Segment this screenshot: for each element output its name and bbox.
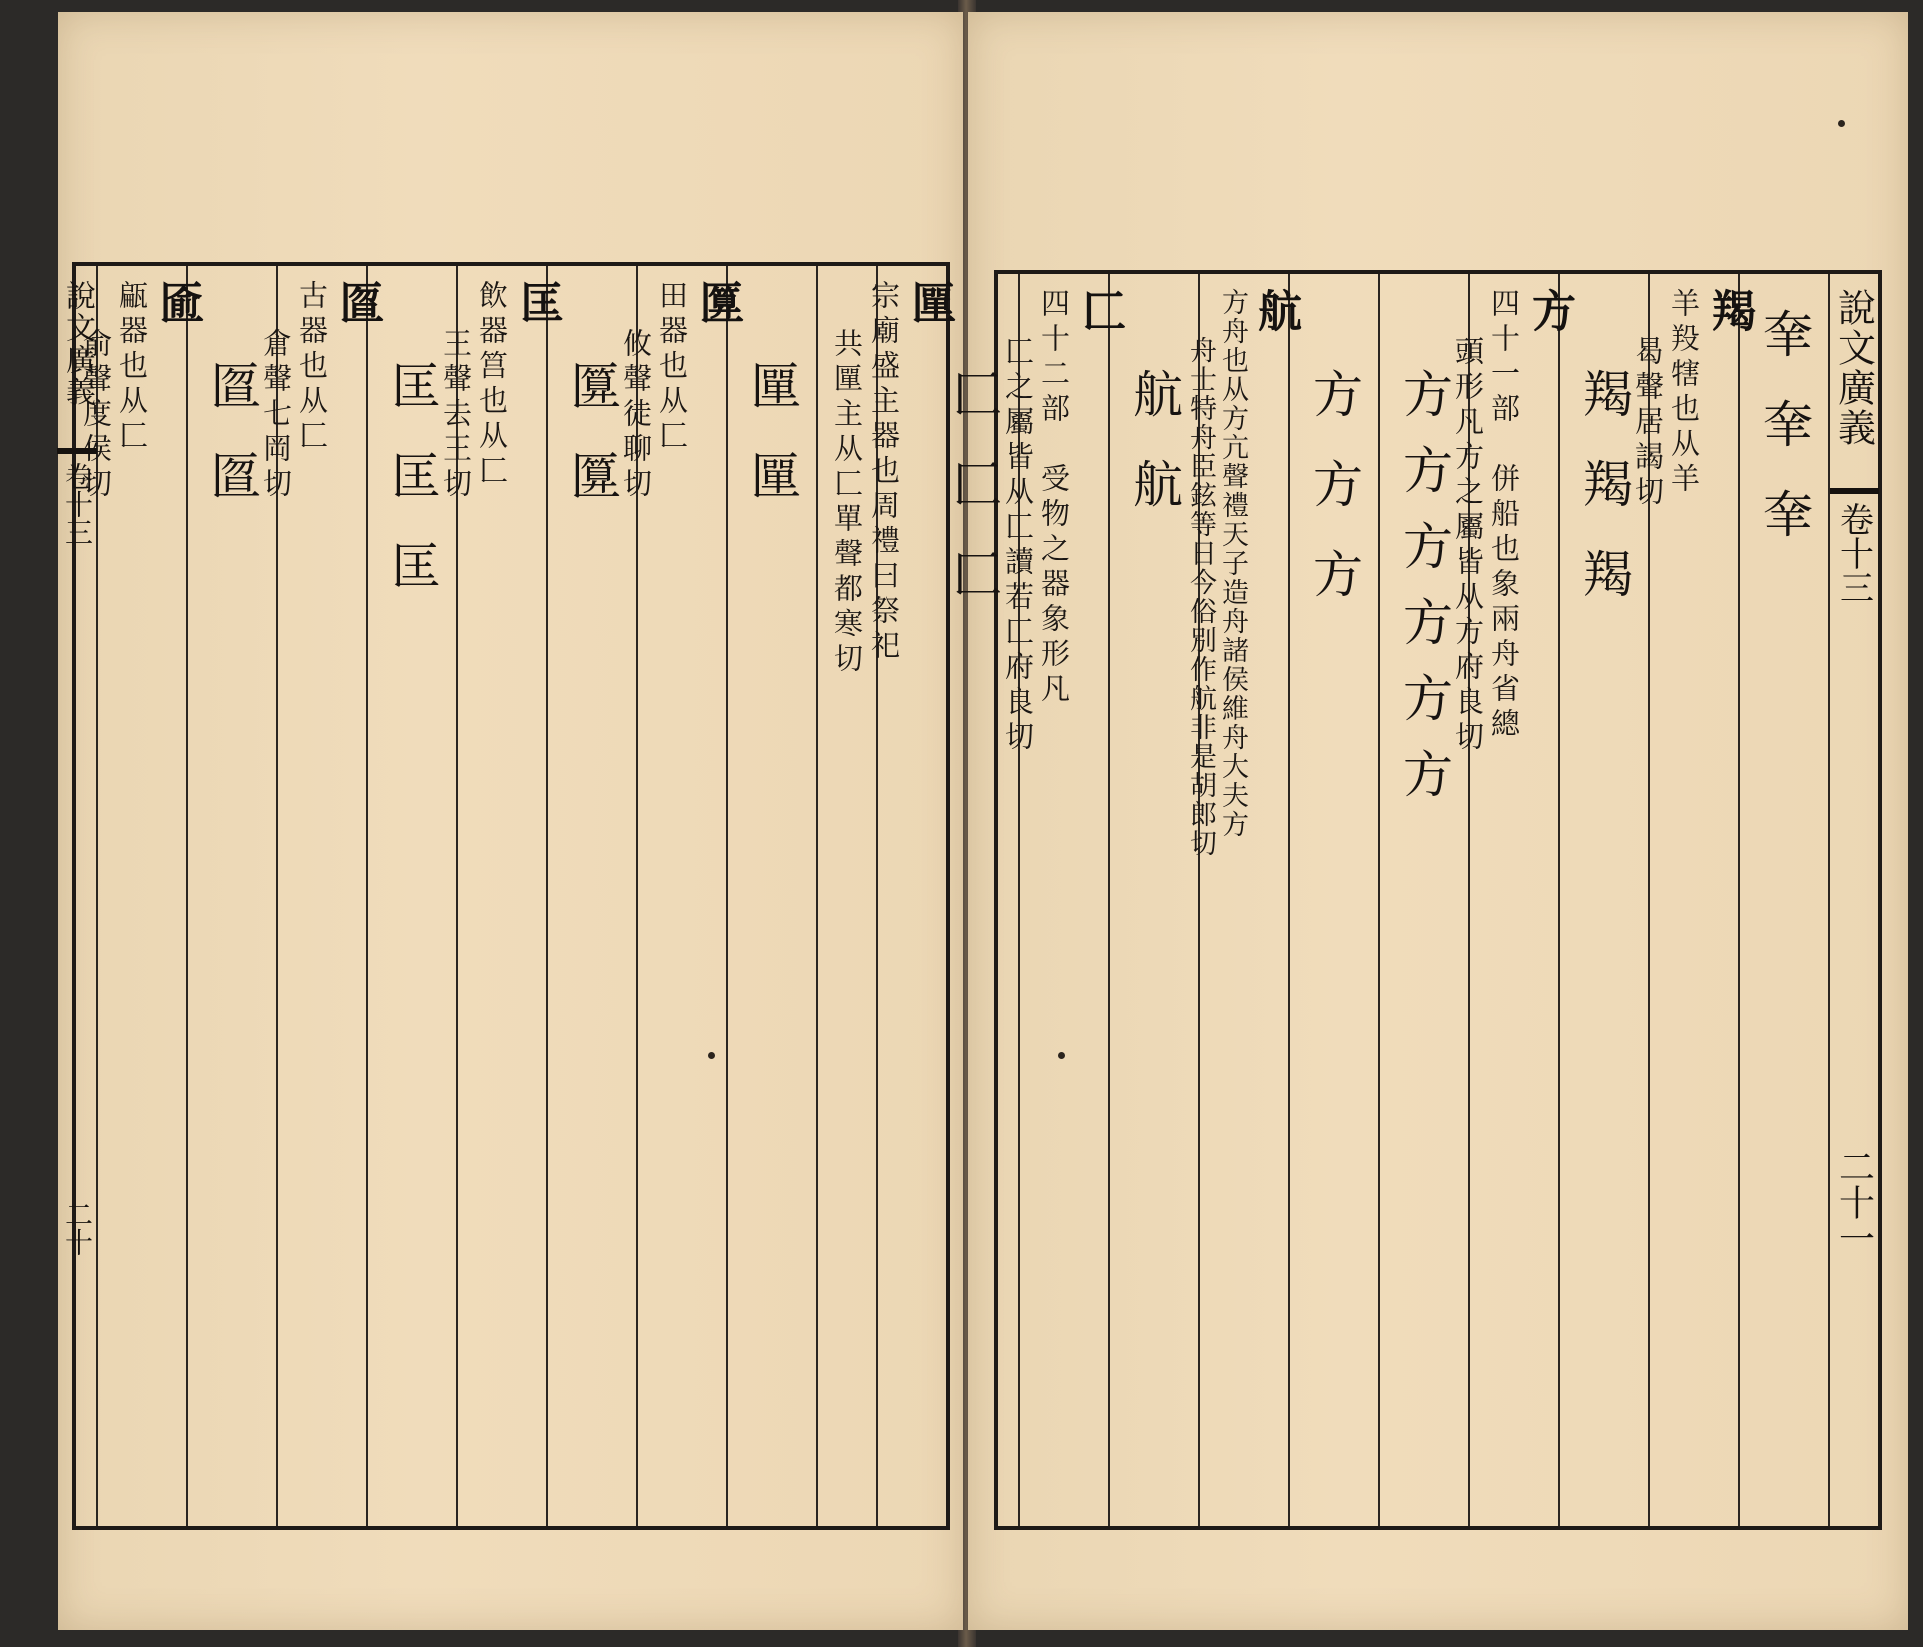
seal-forms: 匡匡匡 [383, 360, 441, 630]
seal-forms: 方方方方方方 [1395, 368, 1453, 824]
right-margin-strip [1828, 274, 1878, 1526]
entry-note: 甂器也从匚 [115, 280, 149, 455]
right-entry-4 [1001, 274, 1125, 1526]
entry-note: 王聲去王切 [439, 328, 473, 503]
left-page [58, 12, 963, 1630]
left-entry-5 [79, 266, 203, 1526]
entry-note: 羊羖犗也从羊 [1667, 288, 1701, 498]
right-forms-3 [1378, 274, 1468, 1526]
left-entry-2 [619, 266, 743, 1526]
seal-forms: 匚匚匚 [944, 368, 1002, 638]
seal-forms: 匴匴 [563, 360, 621, 540]
right-entry-2 [1451, 274, 1575, 1526]
entry-head: 匴 [692, 280, 743, 324]
entry-head: 匰 [904, 280, 955, 324]
right-forms-6 [928, 274, 1018, 1526]
right-page [944, 12, 1908, 1630]
left-entry-1b [816, 266, 876, 1526]
entry-note: 舟士特舟臣鉉等日今俗別作航非是胡郎切 [1185, 336, 1216, 858]
ink-speck [1838, 120, 1845, 127]
seal-forms: 匫匫 [203, 360, 261, 540]
left-margin-strip [60, 266, 95, 1526]
entry-note: 共匰主从匚單聲都寒切 [830, 328, 864, 678]
entry-head: 匚 [1074, 288, 1125, 332]
seal-forms: 方方方 [1305, 368, 1363, 638]
juan-label: 卷十三 [1830, 488, 1879, 604]
entry-note: 田器也从匚 [655, 280, 689, 455]
entry-note: 宗廟盛主器也周禮曰祭祀 [867, 280, 901, 665]
book-title: 說文廣義 [60, 280, 95, 408]
entry-head: 匬 [152, 280, 203, 324]
entry-note: 四十一部 併船也象兩舟省總 [1487, 288, 1521, 743]
entry-note: 攸聲徒聊切 [619, 328, 653, 503]
right-entry-3 [1185, 274, 1301, 1526]
right-page-frame [944, 270, 1882, 1530]
entry-note: 倉聲七岡切 [259, 328, 293, 503]
entry-head: 匫 [332, 280, 383, 324]
entry-note: 匚之屬皆从匚讀若匚府良切 [1001, 336, 1035, 756]
seal-forms: 羯羯羯 [1575, 368, 1633, 638]
entry-note: 四十二部 受物之器象形凡 [1037, 288, 1071, 708]
entry-head: 羯 [1704, 288, 1755, 332]
entry-note: 俞聲度侯切 [79, 328, 113, 503]
entry-note: 古器也从匚 [295, 280, 329, 455]
ink-speck [1058, 1052, 1065, 1059]
folio-number: 二十一 [1833, 1148, 1875, 1256]
right-entry-1 [1631, 274, 1755, 1526]
seal-forms: 匰匰 [743, 360, 801, 540]
folio-number: 二十 [61, 1200, 94, 1256]
ink-speck [708, 1052, 715, 1059]
seal-forms: 羍羍羍 [1755, 308, 1813, 578]
left-entry-3 [439, 266, 563, 1526]
left-entry-4 [259, 266, 383, 1526]
seal-forms: 航航 [1125, 368, 1183, 548]
entry-head: 方 [1524, 288, 1575, 332]
entry-head: 航 [1250, 288, 1301, 332]
entry-note: 飲器筥也从匚 [475, 280, 509, 490]
entry-note: 方舟也从方亢聲禮天子造舟諸侯維舟大夫方 [1217, 288, 1248, 839]
juan-label: 卷十三 [57, 448, 97, 546]
entry-note: 頭形凡方之屬皆从方府良切 [1451, 336, 1485, 756]
left-page-frame [60, 262, 955, 1530]
entry-head: 匡 [512, 280, 563, 324]
book-title: 說文廣義 [1831, 288, 1876, 448]
entry-note: 曷聲居謁切 [1631, 336, 1665, 511]
